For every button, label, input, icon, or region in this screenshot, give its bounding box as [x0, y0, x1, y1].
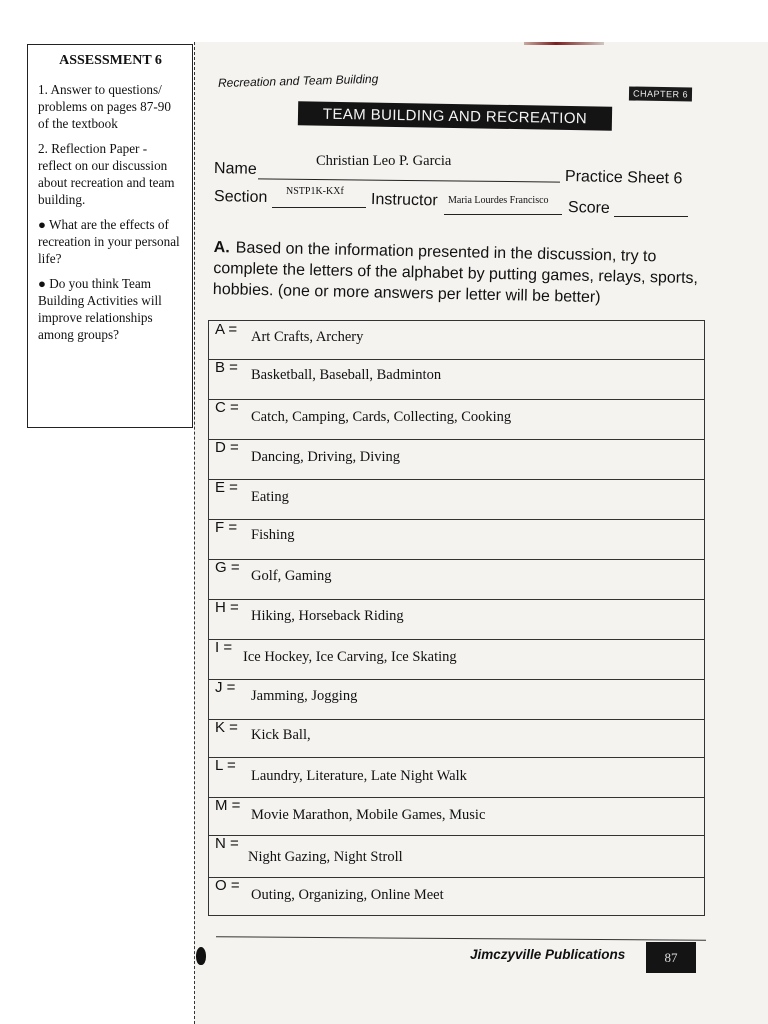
row-letter: A = [215, 321, 238, 338]
assessment-title: ASSESSMENT 6 [59, 53, 162, 68]
row-letter: E = [215, 479, 238, 496]
chapter-badge: CHAPTER 6 [629, 86, 692, 101]
row-letter: L = [215, 757, 236, 774]
table-row [209, 519, 704, 560]
table-row [209, 321, 704, 360]
instructor-label: Instructor [370, 191, 438, 210]
page-number: 87 [646, 942, 696, 973]
table-row [209, 399, 704, 440]
row-letter: H = [215, 599, 239, 616]
table-row [209, 359, 704, 400]
row-answer: Catch, Camping, Cards, Collecting, Cooking [251, 409, 512, 425]
table-row [209, 835, 704, 878]
row-letter: I = [215, 639, 233, 656]
row-answer: Ice Hockey, Ice Carving, Ice Skating [243, 649, 457, 665]
row-answer: Kick Ball, [251, 727, 311, 743]
row-letter: D = [215, 439, 239, 456]
section-value: NSTP1K-KXf [286, 186, 344, 197]
table-row [209, 679, 704, 720]
row-answer: Movie Marathon, Mobile Games, Music [251, 807, 486, 823]
table-row [209, 479, 704, 520]
row-answer: Outing, Organizing, Online Meet [251, 887, 444, 903]
table-row [209, 439, 704, 480]
assessment-item-2: 2. Reflection Paper - reflect on our discussion about recreation and team building. [38, 141, 175, 207]
section-line [272, 207, 366, 208]
section-label: Section [213, 188, 268, 207]
instructor-line [444, 214, 562, 215]
row-letter: N = [215, 835, 239, 852]
instructor-value: Maria Lourdes Francisco [448, 195, 549, 206]
row-answer: Laundry, Literature, Late Night Walk [251, 768, 467, 784]
row-answer: Night Gazing, Night Stroll [248, 849, 403, 865]
ink-mark [196, 947, 206, 965]
row-answer: Eating [251, 489, 289, 505]
row-letter: J = [215, 679, 236, 696]
assessment-box [27, 44, 193, 428]
row-answer: Golf, Gaming [251, 568, 332, 584]
table-row [209, 559, 704, 600]
name-value: Christian Leo P. Garcia [316, 153, 452, 169]
practice-sheet [194, 42, 768, 1024]
cut-line [194, 42, 195, 1024]
row-letter: C = [215, 399, 239, 416]
name-line [258, 178, 560, 182]
footer-rule [216, 936, 706, 940]
alphabet-table [208, 320, 705, 916]
row-letter: K = [215, 719, 238, 736]
table-row [209, 757, 704, 798]
row-answer: Basketball, Baseball, Badminton [251, 367, 442, 383]
publisher-name: Jimczyville Publications [470, 947, 626, 962]
row-letter: M = [215, 797, 241, 814]
assessment-item-1: 1. Answer to questions/ problems on pages 87-90 of the textbook [38, 82, 171, 131]
instruction-letter: A. [213, 238, 230, 257]
scan-mark [524, 42, 604, 45]
row-answer: Jamming, Jogging [251, 688, 358, 704]
score-line [614, 216, 688, 217]
practice-sheet-label: Practice Sheet 6 [564, 168, 683, 188]
table-row [209, 639, 704, 680]
row-answer: Fishing [251, 527, 295, 543]
table-row [209, 877, 704, 917]
assessment-item-3: ● What are the effects of recreation in your personal life? [38, 217, 180, 266]
table-row [209, 719, 704, 758]
row-answer: Dancing, Driving, Diving [251, 449, 401, 465]
row-answer: Art Crafts, Archery [251, 329, 364, 345]
row-answer: Hiking, Horseback Riding [251, 608, 404, 624]
row-letter: F = [215, 519, 238, 536]
table-row [209, 599, 704, 640]
score-label: Score [567, 199, 610, 217]
assessment-item-4: ● Do you think Team Building Activities will improve relationships among groups? [38, 276, 162, 342]
row-letter: O = [215, 877, 240, 894]
instruction-text: Based on the information presented in the discussion, try to complete the letters of the alphabet by putting games, relays, sports, hobbies. (one or more answers per letter will be better) [212, 239, 699, 307]
instruction-a [213, 237, 704, 310]
subject-heading: Recreation and Team Building [217, 71, 379, 90]
row-letter: B = [215, 359, 238, 376]
table-row [209, 797, 704, 836]
row-letter: G = [215, 559, 240, 576]
name-label: Name [213, 160, 257, 178]
title-banner: TEAM BUILDING AND RECREATION [298, 101, 612, 130]
